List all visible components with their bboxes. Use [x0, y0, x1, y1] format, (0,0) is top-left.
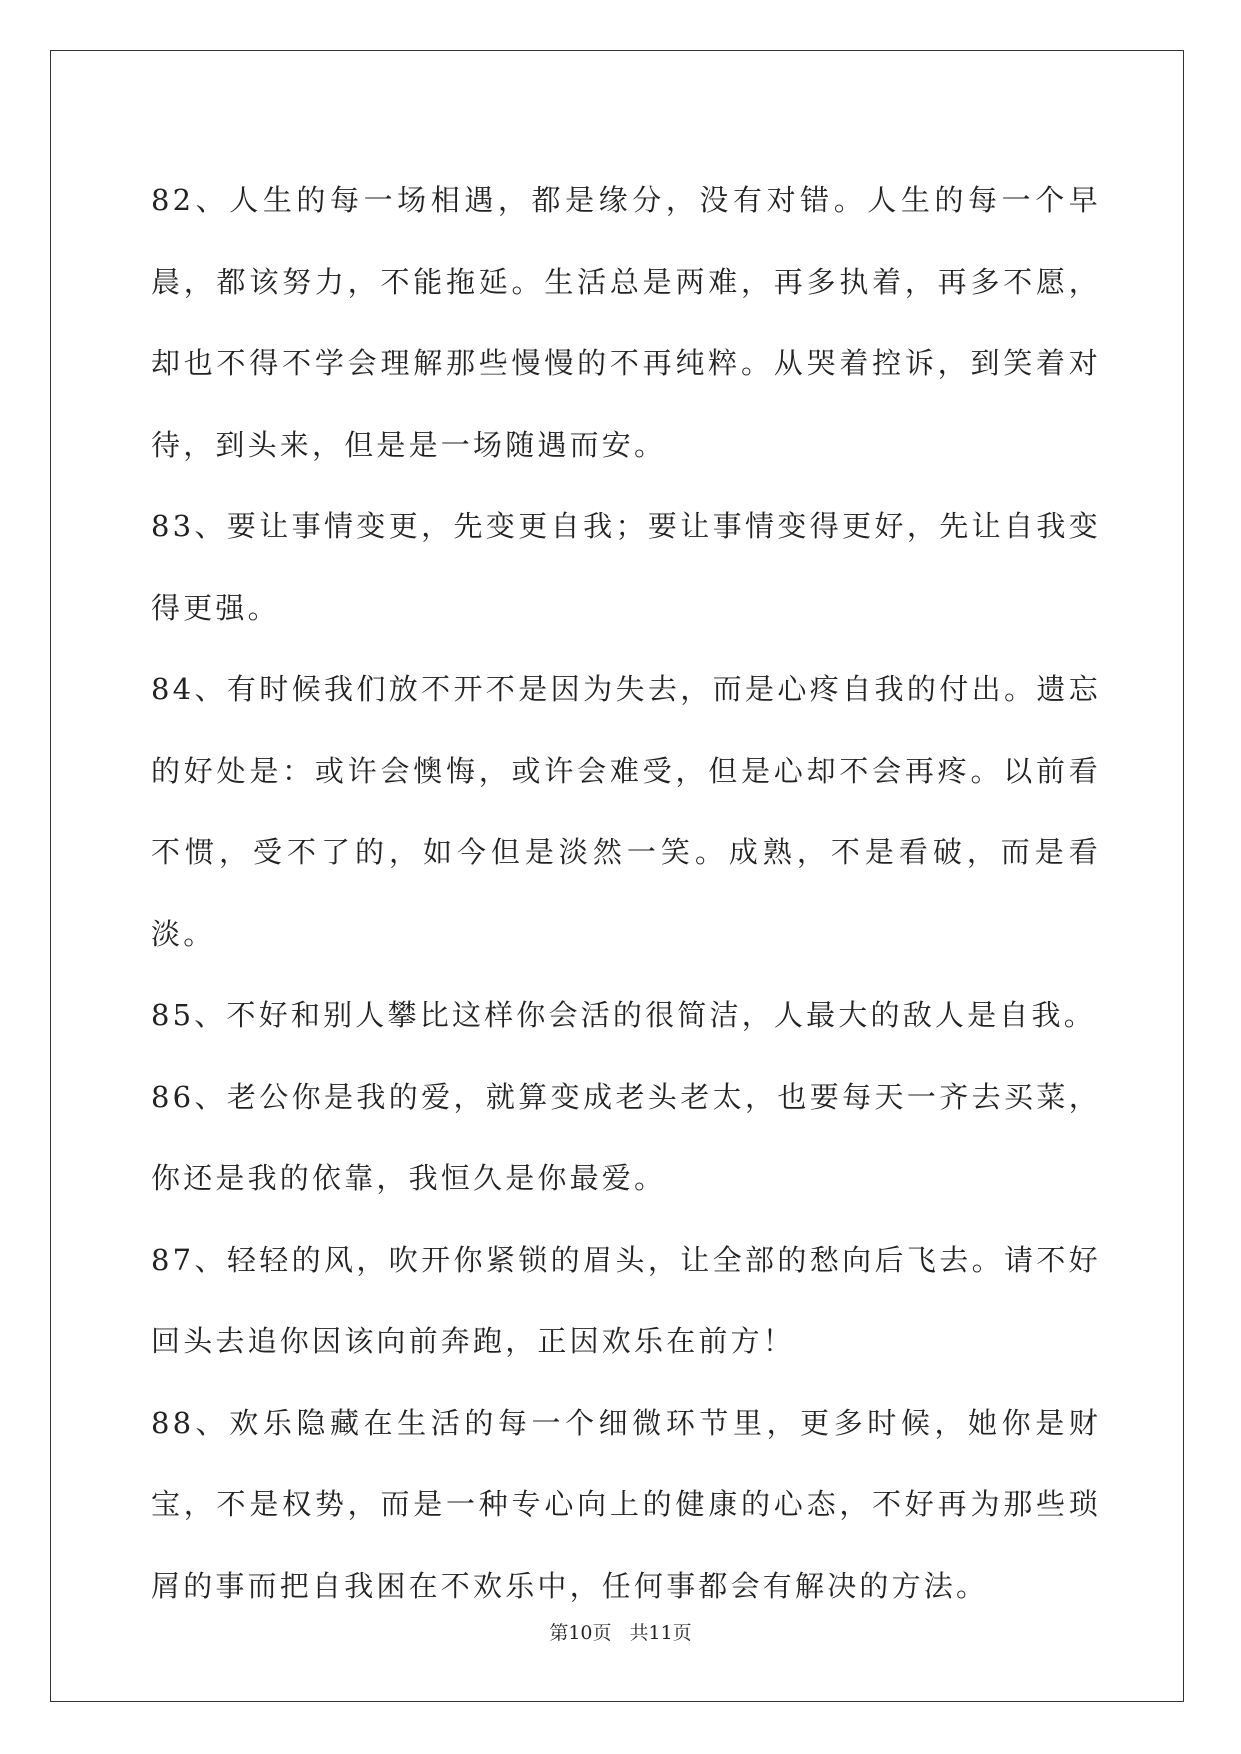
paragraph-85: 85、不好和别人攀比这样你会活的很简洁，人最大的敌人是自我。 [151, 998, 1096, 1032]
page-footer [0, 1618, 1241, 1645]
paragraph-87: 87、轻轻的风，吹开你紧锁的眉头，让全部的愁向后飞去。请不好回头去追你因该向前奔跑，正因欢乐在前方！ [151, 1242, 1101, 1358]
document-body [151, 160, 1101, 1627]
page-number: 第10页 [549, 1622, 612, 1644]
paragraph-83: 83、要让事情变更，先变更自我；要让事情变得更好，先让自我变得更强。 [151, 509, 1101, 625]
paragraph-86: 86、老公你是我的爱，就算变成老头老太，也要每天一齐去买菜，你还是我的依靠，我恒久是你最爱。 [151, 1079, 1101, 1195]
page-total: 共11页 [629, 1622, 692, 1644]
paragraph-88: 88、欢乐隐藏在生活的每一个细微环节里，更多时候，她你是财宝，不是权势，而是一种专心向上的健康的心态，不好再为那些琐屑的事而把自我困在不欢乐中，任何事都会有解决的方法。 [151, 1405, 1101, 1603]
paragraph-84: 84、有时候我们放不开不是因为失去，而是心疼自我的付出。遗忘的好处是：或许会懊悔，或许会难受，但是心却不会再疼。以前看不惯，受不了的，如今但是淡然一笑。成熟，不是看破，而是看淡。 [151, 672, 1101, 951]
paragraph-82: 82、人生的每一场相遇，都是缘分，没有对错。人生的每一个早晨，都该努力，不能拖延。生活总是两难，再多执着，再多不愿，却也不得不学会理解那些慢慢的不再纯粹。从哭着控诉，到笑着对待，到头来，但是是一场随遇而安。 [151, 183, 1101, 462]
